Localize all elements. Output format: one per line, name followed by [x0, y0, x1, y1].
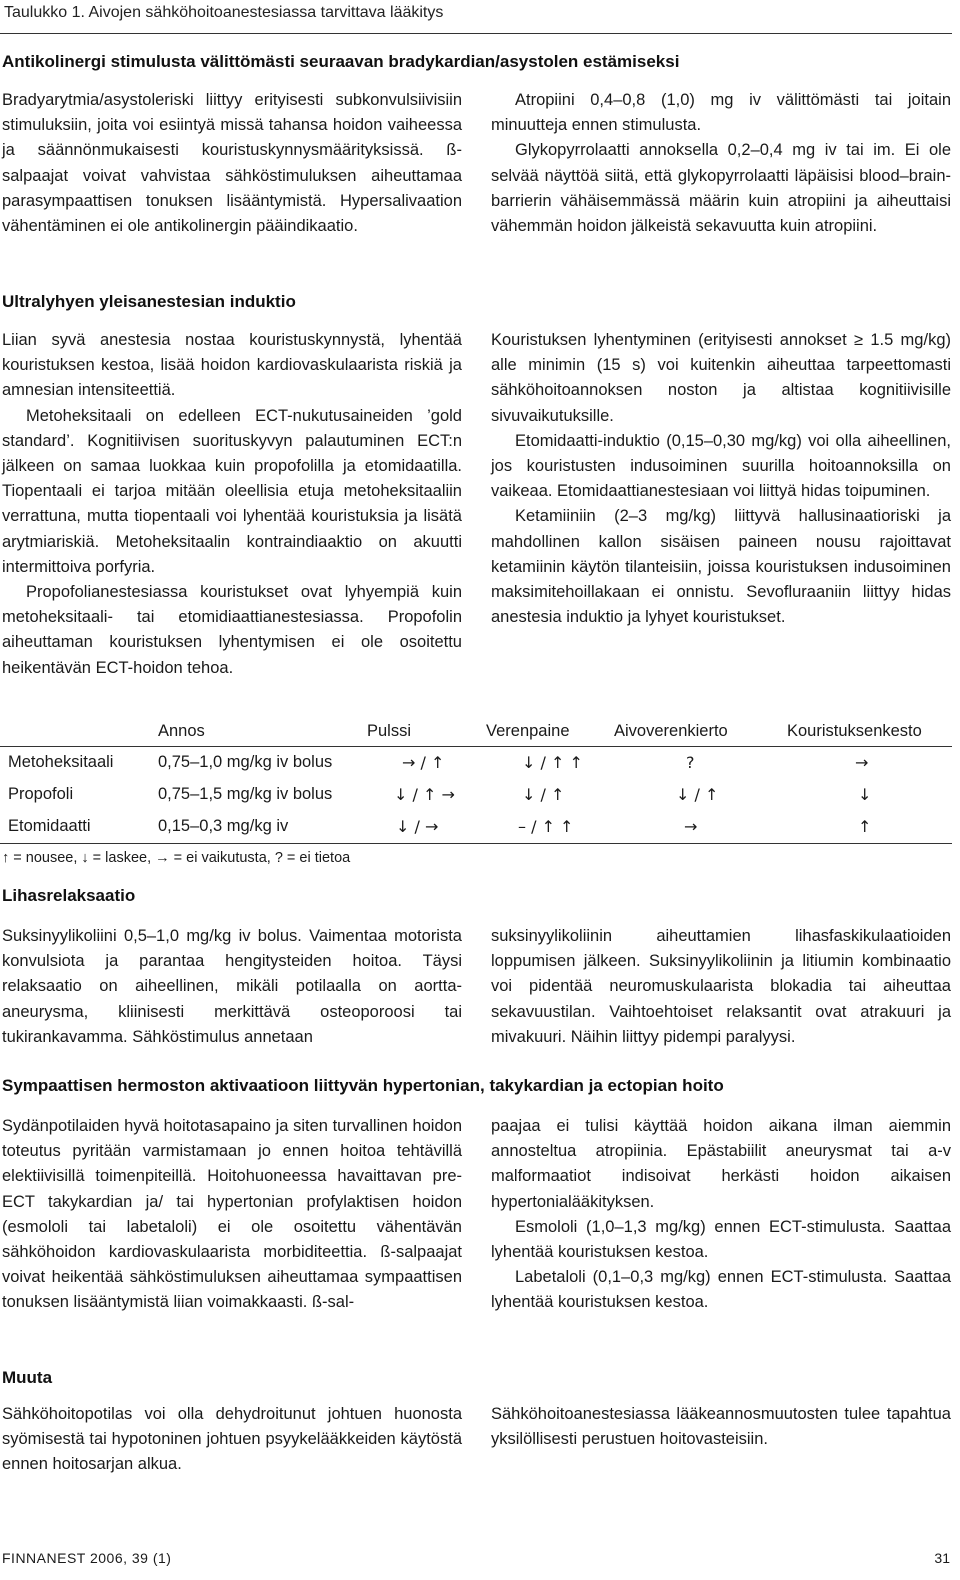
section-heading-antikolinergi: Antikolinergi stimulusta välittömästi seuraavan bradykardian/asystolen estämiseksi [2, 52, 680, 71]
table-cell-dose: 0,75–1,0 mg/kg iv bolus [158, 753, 333, 771]
sympaattinen-right-column [491, 1114, 951, 1316]
paragraph: Esmololi (1,0–1,3 mg/kg) ennen ECT-stimulusta. Saattaa lyhentää kouristuksen kestoa. [491, 1217, 951, 1262]
paragraph: Atropiini 0,4–0,8 (1,0) mg iv välittömästi tai joitain minuutteja ennen stimulusta. [491, 91, 951, 135]
antikolinergi-right-column [491, 88, 951, 239]
paragraph: Ketamiiniin (2–3 mg/kg) liittyvä hallusinaatioriski ja mahdollinen kallon sisäisen paineen nousu rajoittavat ketamiinin käytön tilanteisiin, joissa kouristuksen indusoiminen maksimitehoillakaan ei onnistu. Sevofluraaniin liittyy hidas anestesia induktio ja lyhyet kouristukset. [491, 507, 951, 627]
induktio-right-column [491, 328, 951, 630]
paragraph: Sähköhoitoanestesiassa lääkeannosmuutosten tulee tapahtua yksilöllisesti perustuen hoitovasteisiin. [491, 1405, 951, 1449]
induktio-left-column [2, 328, 462, 681]
lihas-right-column [491, 924, 951, 1050]
lihas-left-column [2, 924, 462, 1050]
table-caption: Taulukko 1. Aivojen sähköhoitoanestesiassa tarvittava lääkitys [4, 4, 444, 21]
table-cell-pulse: ↓ / → [396, 817, 439, 836]
table-cell-seizure: ↑ [858, 817, 872, 836]
section-heading-sympaattinen: Sympaattisen hermoston aktivaatioon liittyvän hypertonian, takykardian ja ectopian hoito [2, 1076, 724, 1095]
page-number: 31 [934, 1550, 950, 1566]
column-header: Verenpaine [486, 722, 570, 740]
journal-footer: FINNANEST 2006, 39 (1) [2, 1550, 172, 1566]
paragraph: Etomidaatti-induktio (0,15–0,30 mg/kg) voi olla aiheellinen, jos kouristusten indusoiminen suurilla hoitoannoksilla on vaikeaa. Etomidaattianestesiaan voi liittyä hidas toipuminen. [491, 431, 951, 501]
column-header: Pulssi [367, 722, 412, 740]
muuta-left-column [2, 1402, 462, 1478]
table-divider [0, 843, 952, 844]
paragraph: Sydänpotilaiden hyvä hoitotasapaino ja siten turvallinen hoidon toteutus pyritään varmistamaan jo ennen hoitoa tehtävillä elektiivisillä toimenpiteillä. Hoitohuoneessa havaittavan pre-ECT takykardian ja/ tai hypertonian profylaktisen hoidon (esmololi tai labetaloli) ei ole osoitettu vähentävän sähköhoidon kardiovaskulaarista morbiditeettia. ß-salpaajat voivat heikentää sähköstimuluksen aiheuttamaa sympaattisen tonuksen lisääntymistä liian voimakkaasti. ß-sal- [2, 1117, 462, 1312]
table-cell-cbf: ? [686, 753, 695, 772]
antikolinergi-left-column [2, 88, 462, 239]
table-cell-seizure: → [855, 753, 869, 772]
paragraph: suksinyylikoliinin aiheuttamien lihasfaskikulaatioiden loppumisen jälkeen. Suksinyylikoliinin ja litiumin kombinaatio voi pidentää neuromuskulaarista blokadia tai aiheuttaa sekavuustilan. Vaihtoehtoiset relaksantit ovat atrakuuri ja mivakuuri. Näihin liittyy pidempi paralyysi. [491, 927, 951, 1046]
section-heading-muuta: Muuta [2, 1368, 53, 1387]
column-header: Aivoverenkierto [614, 722, 728, 740]
table-row-name: Propofoli [8, 785, 74, 803]
column-header: Kouristuksenkesto [787, 722, 922, 740]
paragraph: Sähköhoitopotilas voi olla dehydroitunut johtuen huonosta syömisestä tai hypotoninen johtuen psyykelääkkeiden käytöstä ennen hoitosarjan alkua. [2, 1405, 462, 1474]
paragraph: Metoheksitaali on edelleen ECT-nukutusaineiden ’gold standard’. Kognitiivisen suorituskyvyn palautuminen ECT:n jälkeen on samaa luokkaa kuin propofolilla ja etomidaatilla. Tiopentaali ei tarjoa mitään oleellisia etuja metoheksitaaliin verrattuna, mutta tiopentaali voi lyhentää kouristuksia ja lisätä arytmiariskiä. Metoheksitaalin kontraindiaaktio on akuutti intermittoiva porfyria. [2, 406, 462, 576]
sympaattinen-left-column [2, 1114, 462, 1316]
table-row-name: Etomidaatti [8, 817, 91, 835]
caption-divider [0, 33, 952, 34]
table-cell-bp: ↓ / ↑ ↑ [522, 753, 583, 772]
table-cell-bp: ↓ / ↑ [522, 785, 565, 804]
paragraph: Suksinyylikoliini 0,5–1,0 mg/kg iv bolus. Vaimentaa motorista konvulsiota ja parantaa hengitysteiden hoitoa. Täysi relaksaatio on aiheellinen, mikäli potilaalla on aortta-aneurysma, kliinisesti merkittävä osteoporoosi tai tukirankavamma. Sähköstimulus annetaan [2, 927, 462, 1046]
paragraph: Propofolianestesiassa kouristukset ovat lyhyempiä kuin metoheksitaali- tai etomidiaattianestesiassa. Propofolin aiheuttaman kouristuksen lyhentymisen ei ole osoitettu heikentävän ECT-hoidon tehoa. [2, 583, 462, 677]
table-cell-seizure: ↓ [858, 785, 872, 804]
table-legend: ↑ = nousee, ↓ = laskee, → = ei vaikutusta, ? = ei tietoa [2, 850, 351, 866]
paragraph: Labetaloli (0,1–0,3 mg/kg) ennen ECT-stimulusta. Saattaa lyhentää kouristuksen kestoa. [491, 1268, 951, 1312]
table-cell-bp: – / ↑ ↑ [518, 817, 574, 836]
table-row-name: Metoheksitaali [8, 753, 114, 771]
column-header: Annos [158, 722, 205, 740]
table-cell-dose: 0,75–1,5 mg/kg iv bolus [158, 785, 333, 803]
table-cell-cbf: → [684, 817, 698, 836]
table-cell-pulse: ↓ / ↑ → [394, 785, 455, 804]
table-cell-pulse: → / ↑ [402, 753, 445, 772]
paragraph: Kouristuksen lyhentyminen (erityisesti annokset ≥ 1.5 mg/kg) alle minimin (15 s) voi kuitenkin aiheuttaa tarpeettomasti sähköhoitoannoksen noston ja altistaa kognitiivisille sivuvaikutuksille. [491, 331, 951, 425]
paragraph: Bradyarytmia/asystoleriski liittyy erityisesti subkonvulsiivisiin stimuluksiin, joita voi esiintyä missä tahansa hoidon vaiheessa ja säännönmukaisesti kouristuskynnysmäärityksissä. ß-salpaajat voivat vahvistaa sähköstimuluksen aiheuttamaa parasympaattisen tonuksen lisääntymistä. Hypersalivaation vähentäminen ei ole antikolinergin pääindikaatio. [2, 91, 462, 236]
paragraph: paajaa ei tulisi käyttää hoidon aikana ilman aiemmin annosteltua atropiinia. Epästabiilit aneurysmat tai a-v malformaatiot indisoivat herkästi hoidon aikaisen hypertonialääkityksen. [491, 1117, 951, 1211]
paragraph: Liian syvä anestesia nostaa kouristuskynnystä, lyhentää kouristuksen kestoa, lisää hoidon kardiovaskulaarista riskiä ja amnesian intensiteettiä. [2, 331, 462, 400]
section-heading-induktio: Ultralyhyen yleisanestesian induktio [2, 292, 296, 311]
section-heading-lihasrelaksaatio: Lihasrelaksaatio [2, 886, 136, 905]
table-cell-dose: 0,15–0,3 mg/kg iv [158, 817, 289, 835]
paragraph: Glykopyrrolaatti annoksella 0,2–0,4 mg iv tai im. Ei ole selvää näyttöä siitä, että glykopyrrolaatti läpäisisi blood–brain-barrierin vähäisemmässä määrin kuin atropiini ja aiheuttaisi vähemmän hoidon jälkeistä sekavuutta kuin atropiini. [491, 141, 951, 236]
muuta-right-column [491, 1402, 951, 1452]
table-cell-cbf: ↓ / ↑ [676, 785, 719, 804]
table-divider [0, 746, 952, 747]
